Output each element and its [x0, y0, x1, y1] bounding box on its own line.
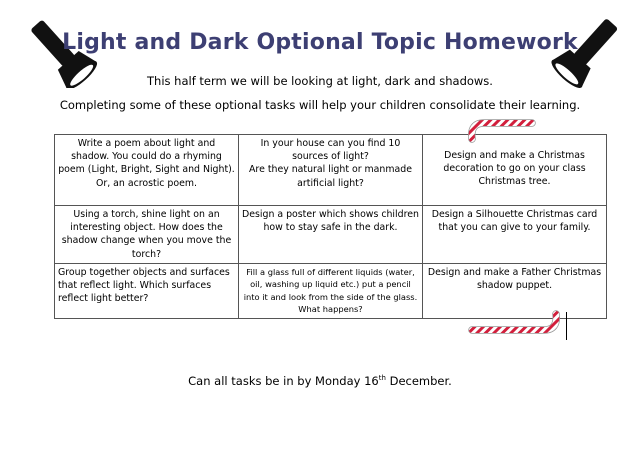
task-cell: Group together objects and surfaces that reflect light. Which surfaces reflect light better? [55, 263, 239, 318]
task-cell: Design a Silhouette Christmas card that you can give to your family. [423, 206, 607, 264]
divider-line [566, 312, 567, 340]
task-cell: Write a poem about light and shadow. You could do a rhyming poem (Light, Bright, Sight and Night). Or, an acrostic poem. [55, 135, 239, 206]
task-cell: Using a torch, shine light on an interesting object. How does the shadow change when you move the torch? [55, 206, 239, 264]
homework-grid [54, 134, 607, 319]
task-cell: Design a poster which shows children how to stay safe in the dark. [239, 206, 423, 264]
candy-cane-icon-top [466, 117, 538, 145]
table-row [55, 135, 607, 206]
deadline-after: December. [385, 374, 452, 388]
candy-cane-icon-bottom [468, 306, 564, 340]
task-cell: Design and make a Father Christmas shadow puppet. [423, 263, 607, 318]
task-cell: Design and make a Christmas decoration to go on your class Christmas tree. [423, 135, 607, 206]
table-row [55, 206, 607, 264]
deadline-before: Can all tasks be in by Monday 16 [188, 374, 379, 388]
intro-line-1: This half term we will be looking at light, dark and shadows. [147, 74, 493, 88]
task-cell: In your house can you find 10 sources of light? Are they natural light or manmade artificial light? [239, 135, 423, 206]
task-cell: Fill a glass full of different liquids (water, oil, washing up liquid etc.) put a pencil into it and look from the side of the glass. What happens? [239, 263, 423, 318]
deadline-text [0, 374, 640, 388]
intro-line-2: Completing some of these optional tasks will help your children consolidate their learning. [59, 98, 581, 112]
page-title: Light and Dark Optional Topic Homework [62, 30, 578, 55]
deadline-sup: th [378, 374, 386, 383]
